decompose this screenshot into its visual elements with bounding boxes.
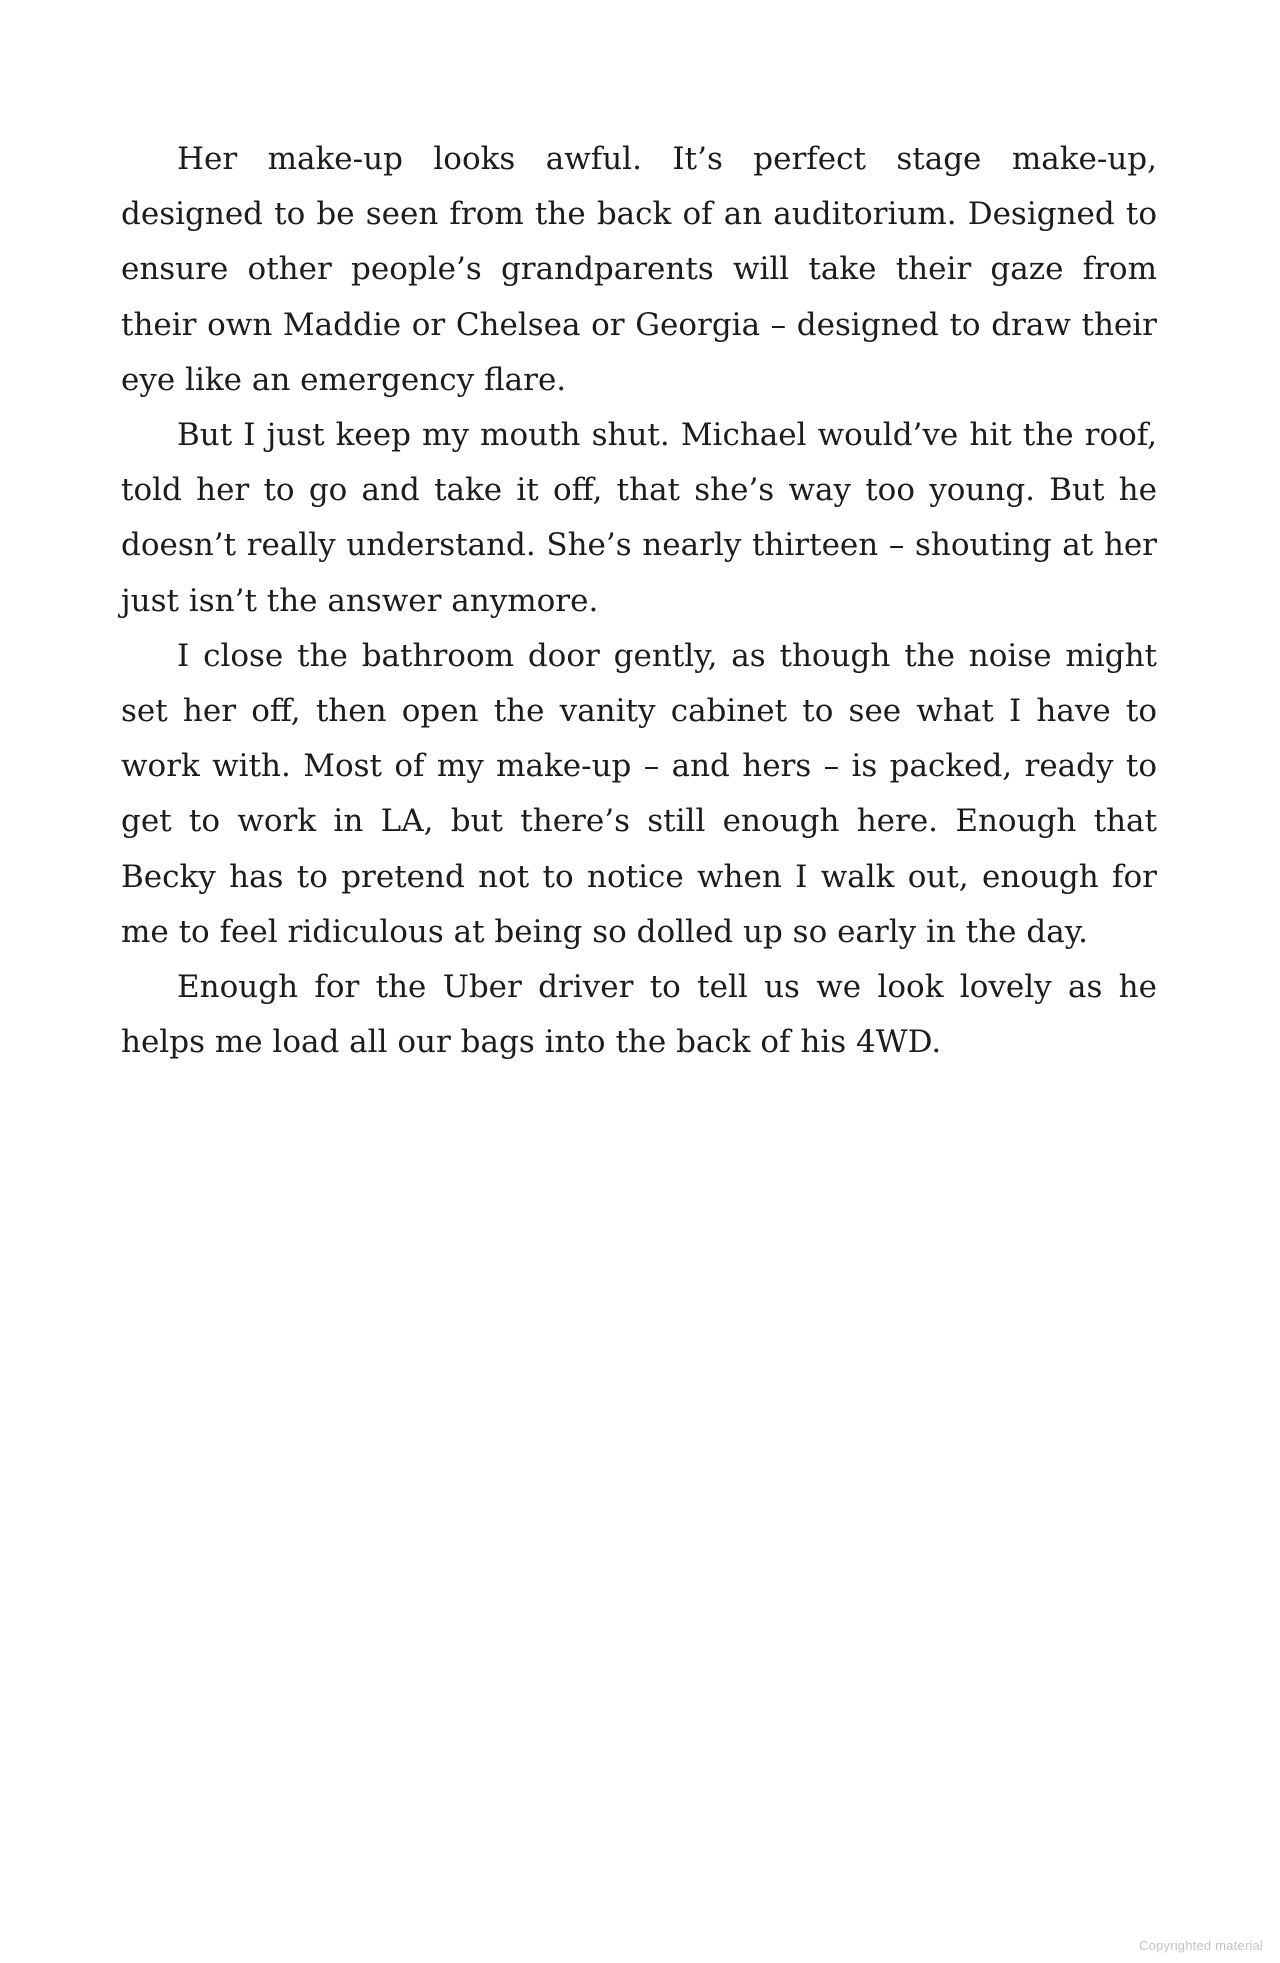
paragraph: But I just keep my mouth shut. Michael would’ve hit the roof, told her to go and take it off, that she’s way too young. But he doesn’t really understand. She’s nearly thirteen – shouting at her just isn’t the answer anymore. <box>121 417 1157 619</box>
copyright-watermark: Copyrighted material <box>1139 1938 1263 1953</box>
body-text <box>121 132 1157 1070</box>
paragraph: I close the bathroom door gently, as though the noise might set her off, then open the vanity cabinet to see what I have to work with. Most of my make-up – and hers – is packed, ready to get to work in LA, but there’s still enough here. Enough that Becky has to pretend not to notice when I walk out, enough for me to feel ridiculous at being so dolled up so early in the day. <box>121 637 1157 950</box>
paragraph: Her make-up looks awful. It’s perfect stage make-up, designed to be seen from the back of an auditorium. Designed to ensure other people’s grandparents will take their gaze from their own Maddie or Chelsea or Georgia – designed to draw their eye like an emergency flare. <box>121 141 1157 398</box>
paragraph: Enough for the Uber driver to tell us we look lovely as he helps me load all our bags into the back of his 4WD. <box>121 969 1157 1061</box>
